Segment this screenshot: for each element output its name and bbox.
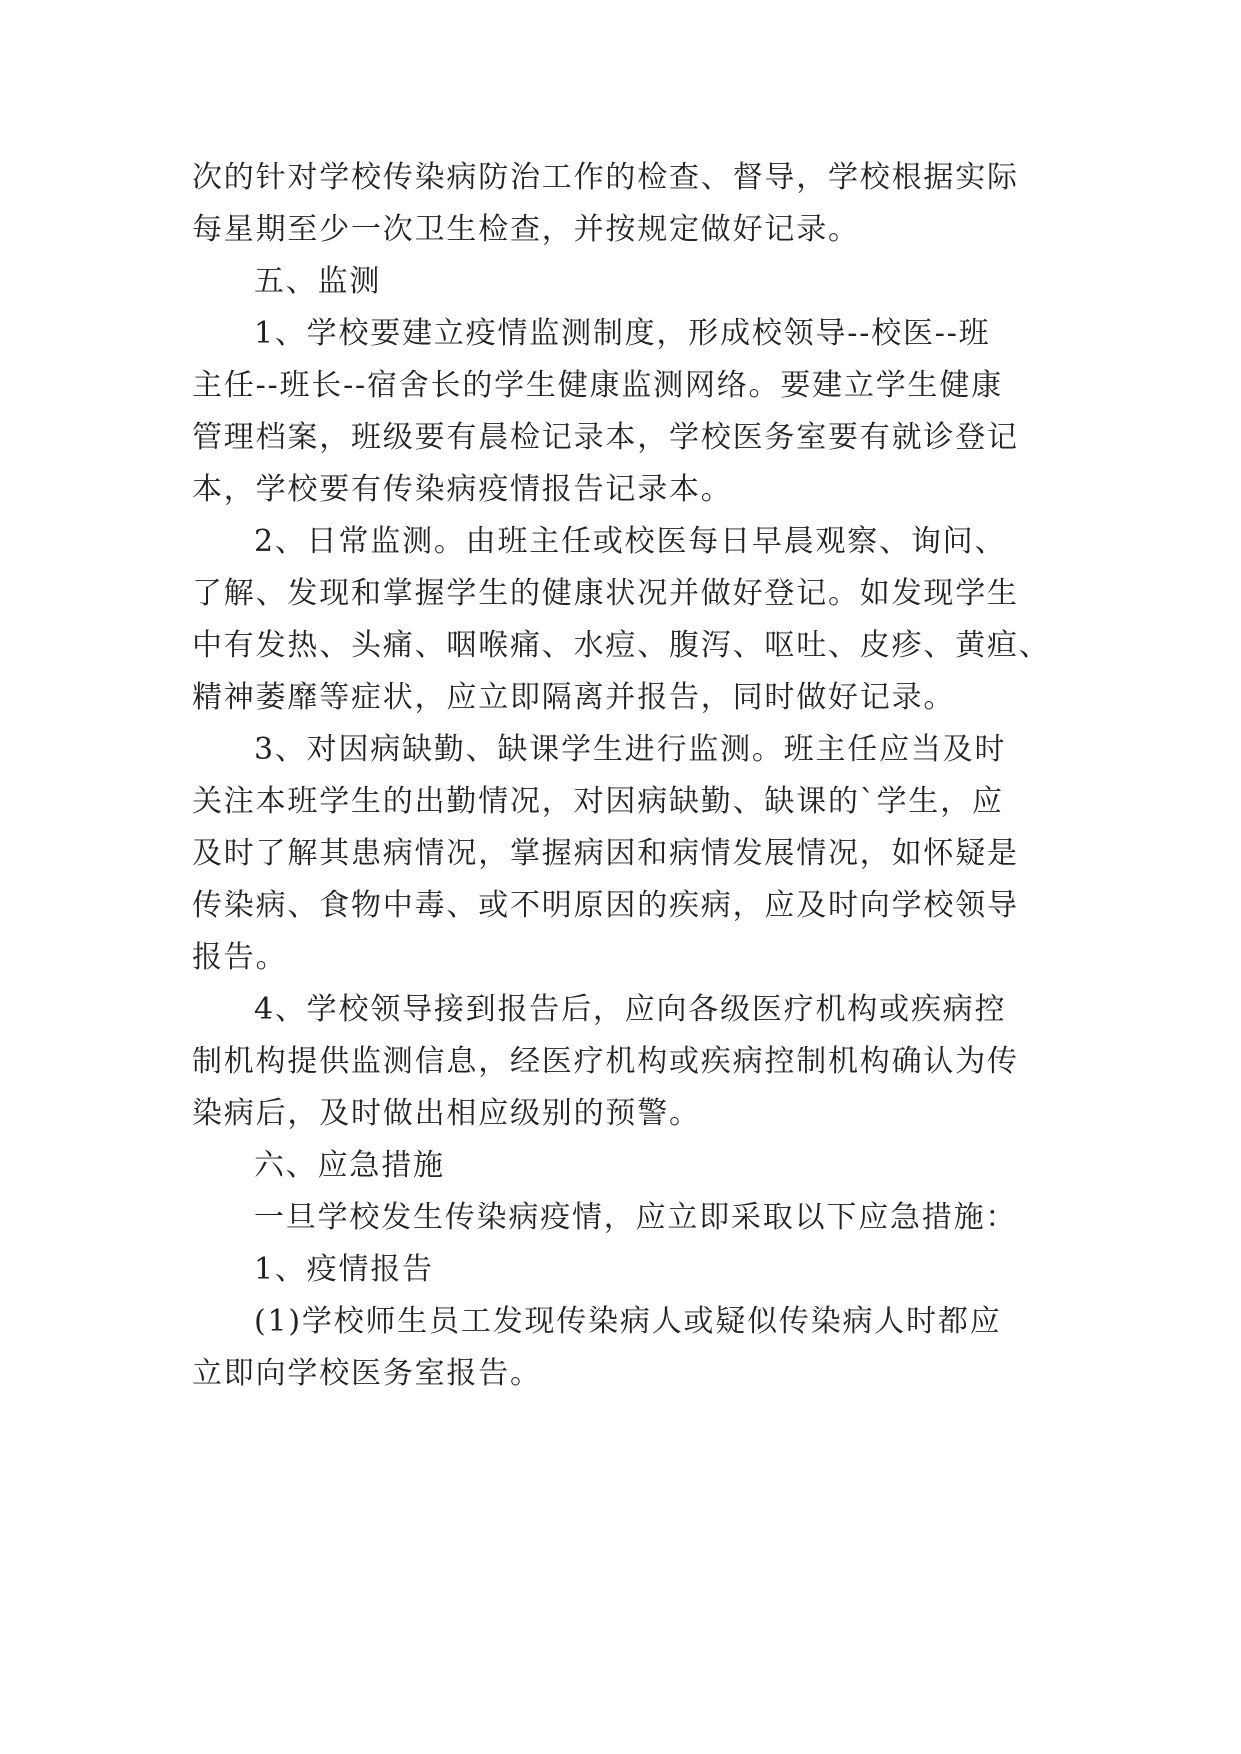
section-heading: 六、应急措施 [254, 1148, 445, 1183]
text-line: 及时了解其患病情况，掌握病因和病情发展情况，如怀疑是 [192, 836, 1019, 871]
text-line: 次的针对学校传染病防治工作的检查、督导，学校根据实际 [192, 160, 1019, 195]
text-line: 制机构提供监测信息，经医疗机构或疾病控制机构确认为传 [192, 1044, 1019, 1079]
text-line: 4、学校领导接到报告后，应向各级医疗机构或疾病控 [254, 992, 1007, 1027]
text-line: 精神萎靡等症状，应立即隔离并报告，同时做好记录。 [192, 680, 956, 715]
text-line: 染病后，及时做出相应级别的预警。 [192, 1096, 701, 1131]
text-line: 管理档案，班级要有晨检记录本，学校医务室要有就诊登记 [192, 420, 1019, 455]
text-line: 1、学校要建立疫情监测制度，形成校领导--校医--班 [254, 316, 991, 351]
text-line: 主任--班长--宿舍长的学生健康监测网络。要建立学生健康 [192, 368, 1003, 403]
text-line: 立即向学校医务室报告。 [192, 1356, 542, 1391]
subsection-heading: 1、疫情报告 [254, 1252, 434, 1287]
text-line: 报告。 [192, 940, 288, 975]
text-line: 中有发热、头痛、咽喉痛、水痘、腹泻、呕吐、皮疹、黄疸、 [192, 628, 1051, 663]
text-line: 3、对因病缺勤、缺课学生进行监测。班主任应当及时 [254, 732, 1007, 767]
text-line: 每星期至少一次卫生检查，并按规定做好记录。 [192, 212, 860, 247]
text-line: 本，学校要有传染病疫情报告记录本。 [192, 472, 733, 507]
text-line: 传染病、食物中毒、或不明原因的疾病，应及时向学校领导 [192, 888, 1019, 923]
text-line: 关注本班学生的出勤情况，对因病缺勤、缺课的`学生，应 [192, 784, 1004, 819]
text-line: (1)学校师生员工发现传染病人或疑似传染病人时都应 [254, 1304, 1002, 1339]
text-line: 一旦学校发生传染病疫情，应立即采取以下应急措施： [254, 1200, 1018, 1235]
section-heading: 五、监测 [254, 264, 382, 299]
text-line: 2、日常监测。由班主任或校医每日早晨观察、询问、 [254, 524, 1007, 559]
text-line: 了解、发现和掌握学生的健康状况并做好登记。如发现学生 [192, 576, 1019, 611]
